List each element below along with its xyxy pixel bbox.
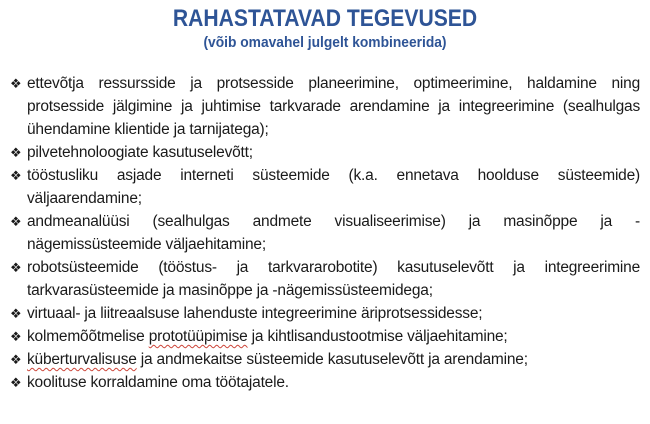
list-item-text: robotsüsteemide (tööstus- ja tarkvararobotite) kasutuselevõtt ja integreerimine tarkvarasüsteemide ja masinõppe ja -nägemissüsteemidega; xyxy=(27,259,640,299)
list-item-text: ettevõtja ressursside ja protsesside planeerimine, optimeerimine, haldamine ning protsesside jälgimine ja juhtimise tarkvarade arendamine ja integreerimine (sealhulgas ühendamine klientide ja tarnijatega); xyxy=(27,75,640,138)
list-item xyxy=(10,325,640,348)
list-item xyxy=(10,371,640,394)
list-item-text: küberturvalisuse xyxy=(27,351,137,368)
page-subtitle: (võib omavahel julgelt kombineerida) xyxy=(203,34,447,51)
list-item-text: virtuaal- ja liitreaalsuse lahenduste integreerimine äriprotsessidesse; xyxy=(27,305,483,322)
page-title: RAHASTATAVAD TEGEVUSED xyxy=(172,5,478,32)
list-item-text: pilvetehnoloogiate kasutuselevõtt; xyxy=(27,144,253,161)
diamond-bullet-icon: ❖ xyxy=(10,76,22,91)
list-item-text: ja kihtlisandustootmise väljaehitamine; xyxy=(247,328,508,345)
diamond-bullet-icon: ❖ xyxy=(10,214,22,229)
diamond-bullet-icon: ❖ xyxy=(10,375,22,390)
list-item-text: ja andmekaitse süsteemide kasutuselevõtt ja arendamine; xyxy=(136,351,528,368)
list-item xyxy=(10,72,640,141)
list-item-text: tööstusliku asjade interneti süsteemide (k.a. ennetava hoolduse süsteemide) väljaarendamine; xyxy=(27,167,640,207)
list-item-text: andmeanalüüsi (sealhulgas andmete visualiseerimise) ja masinõppe ja -nägemissüsteemide väljaehitamine; xyxy=(27,213,640,253)
diamond-bullet-icon: ❖ xyxy=(10,306,22,321)
diamond-bullet-icon: ❖ xyxy=(10,145,22,160)
diamond-bullet-icon: ❖ xyxy=(10,329,22,344)
list-item xyxy=(10,164,640,210)
diamond-bullet-icon: ❖ xyxy=(10,260,22,275)
list-item-text: koolituse korraldamine oma töötajatele. xyxy=(27,374,289,391)
list-item-text: kolmemõõtmelise xyxy=(27,328,149,345)
list-item-text: prototüüpimise xyxy=(148,328,248,345)
activities-list xyxy=(10,72,640,394)
list-item xyxy=(10,141,640,164)
list-item xyxy=(10,256,640,302)
list-item xyxy=(10,210,640,256)
diamond-bullet-icon: ❖ xyxy=(10,352,22,367)
diamond-bullet-icon: ❖ xyxy=(10,168,22,183)
list-item xyxy=(10,348,640,371)
list-item xyxy=(10,302,640,325)
document-header xyxy=(10,5,640,51)
